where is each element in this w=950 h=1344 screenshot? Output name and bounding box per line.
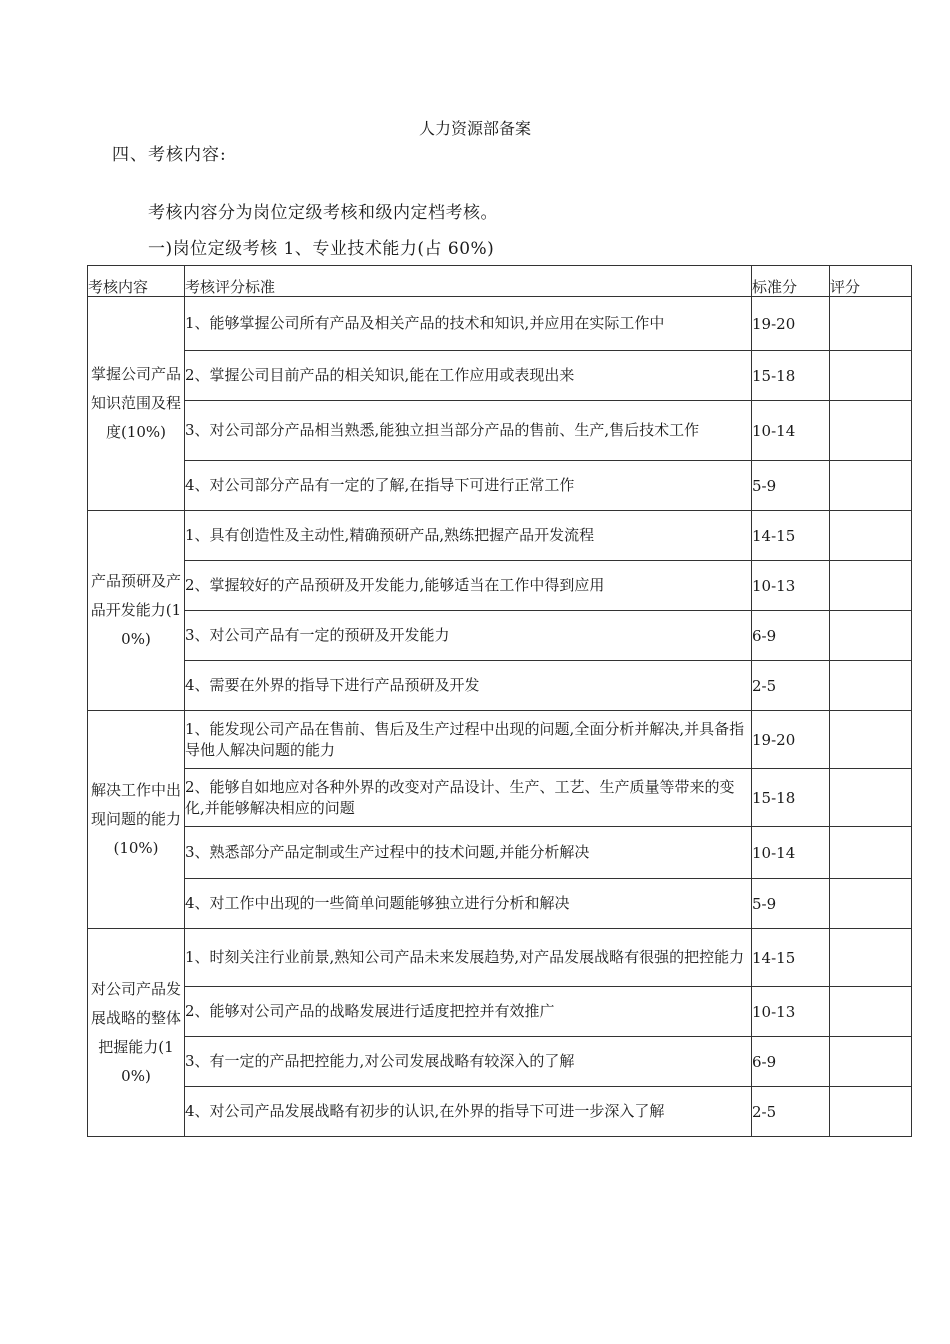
grade-cell[interactable]	[830, 661, 912, 711]
header-title: 人力资源部备案	[418, 119, 531, 138]
criterion-cell: 1、能发现公司产品在售前、售后及生产过程中出现的问题,全面分析并解决,并具备指导他人解决问题的能力	[185, 711, 752, 769]
standard-score-cell: 19-20	[752, 297, 830, 351]
table-row	[88, 1037, 912, 1087]
standard-score-cell: 15-18	[752, 351, 830, 401]
header-grade: 评分	[830, 266, 912, 297]
standard-score-cell: 19-20	[752, 711, 830, 769]
grade-cell[interactable]	[830, 1037, 912, 1087]
criterion-cell: 2、掌握较好的产品预研及开发能力,能够适当在工作中得到应用	[185, 561, 752, 611]
table-row	[88, 1087, 912, 1137]
standard-score-cell: 14-15	[752, 511, 830, 561]
standard-score-cell: 10-13	[752, 987, 830, 1037]
table-row	[88, 827, 912, 879]
standard-score-cell: 14-15	[752, 929, 830, 987]
grade-cell[interactable]	[830, 461, 912, 511]
table-row	[88, 401, 912, 461]
grade-cell[interactable]	[830, 611, 912, 661]
category-cell: 掌握公司产品知识范围及程度(10%)	[88, 297, 185, 511]
standard-score-cell: 5-9	[752, 879, 830, 929]
table-row	[88, 297, 912, 351]
header-criteria: 考核评分标准	[185, 266, 752, 297]
header-category: 考核内容	[88, 266, 185, 297]
standard-score-cell: 2-5	[752, 661, 830, 711]
criterion-cell: 4、对工作中出现的一些简单问题能够独立进行分析和解决	[185, 879, 752, 929]
standard-score-cell: 15-18	[752, 769, 830, 827]
table-body	[88, 297, 912, 1137]
grade-cell[interactable]	[830, 1087, 912, 1137]
table-row	[88, 929, 912, 987]
criterion-cell: 3、有一定的产品把控能力,对公司发展战略有较深入的了解	[185, 1037, 752, 1087]
category-cell: 产品预研及产品开发能力(10%)	[88, 511, 185, 711]
table-row	[88, 351, 912, 401]
criterion-cell: 2、掌握公司目前产品的相关知识,能在工作应用或表现出来	[185, 351, 752, 401]
standard-score-cell: 6-9	[752, 611, 830, 661]
criterion-cell: 4、对公司部分产品有一定的了解,在指导下可进行正常工作	[185, 461, 752, 511]
table-row	[88, 661, 912, 711]
criterion-cell: 3、熟悉部分产品定制或生产过程中的技术问题,并能分析解决	[185, 827, 752, 879]
grade-cell[interactable]	[830, 351, 912, 401]
grade-cell[interactable]	[830, 711, 912, 769]
grade-cell[interactable]	[830, 879, 912, 929]
header-standard-score: 标准分	[752, 266, 830, 297]
table-row	[88, 561, 912, 611]
criterion-cell: 4、需要在外界的指导下进行产品预研及开发	[185, 661, 752, 711]
grade-cell[interactable]	[830, 401, 912, 461]
criterion-cell: 2、能够对公司产品的战略发展进行适度把控并有效推广	[185, 987, 752, 1037]
grade-cell[interactable]	[830, 297, 912, 351]
table-header-row	[88, 266, 912, 297]
table-row	[88, 879, 912, 929]
standard-score-cell: 5-9	[752, 461, 830, 511]
criterion-cell: 2、能够自如地应对各种外界的改变对产品设计、生产、工艺、生产质量等带来的变化,并能够解决相应的问题	[185, 769, 752, 827]
grade-cell[interactable]	[830, 511, 912, 561]
standard-score-cell: 6-9	[752, 1037, 830, 1087]
grade-cell[interactable]	[830, 827, 912, 879]
table-row	[88, 711, 912, 769]
criterion-cell: 1、能够掌握公司所有产品及相关产品的技术和知识,并应用在实际工作中	[185, 297, 752, 351]
criterion-cell: 3、对公司部分产品相当熟悉,能独立担当部分产品的售前、生产,售后技术工作	[185, 401, 752, 461]
table-row	[88, 461, 912, 511]
standard-score-cell: 10-14	[752, 827, 830, 879]
category-cell: 解决工作中出现问题的能力(10%)	[88, 711, 185, 929]
criterion-cell: 1、具有创造性及主动性,精确预研产品,熟练把握产品开发流程	[185, 511, 752, 561]
grade-cell[interactable]	[830, 561, 912, 611]
category-cell: 对公司产品发展战略的整体把握能力(10%)	[88, 929, 185, 1137]
criterion-cell: 4、对公司产品发展战略有初步的认识,在外界的指导下可进一步深入了解	[185, 1087, 752, 1137]
standard-score-cell: 2-5	[752, 1087, 830, 1137]
grade-cell[interactable]	[830, 769, 912, 827]
table-row	[88, 769, 912, 827]
grade-cell[interactable]	[830, 987, 912, 1037]
assessment-table	[87, 265, 912, 1137]
table-row	[88, 987, 912, 1037]
table-row	[88, 511, 912, 561]
standard-score-cell: 10-13	[752, 561, 830, 611]
intro-paragraph: 考核内容分为岗位定级考核和级内定档考核。	[148, 203, 498, 223]
standard-score-cell: 10-14	[752, 401, 830, 461]
criterion-cell: 1、时刻关注行业前景,熟知公司产品未来发展趋势,对产品发展战略有很强的把控能力	[185, 929, 752, 987]
criterion-cell: 3、对公司产品有一定的预研及开发能力	[185, 611, 752, 661]
table-row	[88, 611, 912, 661]
subheading: 一)岗位定级考核 1、专业技术能力(占 60%)	[148, 239, 495, 259]
section-heading: 四、考核内容:	[112, 145, 227, 165]
grade-cell[interactable]	[830, 929, 912, 987]
